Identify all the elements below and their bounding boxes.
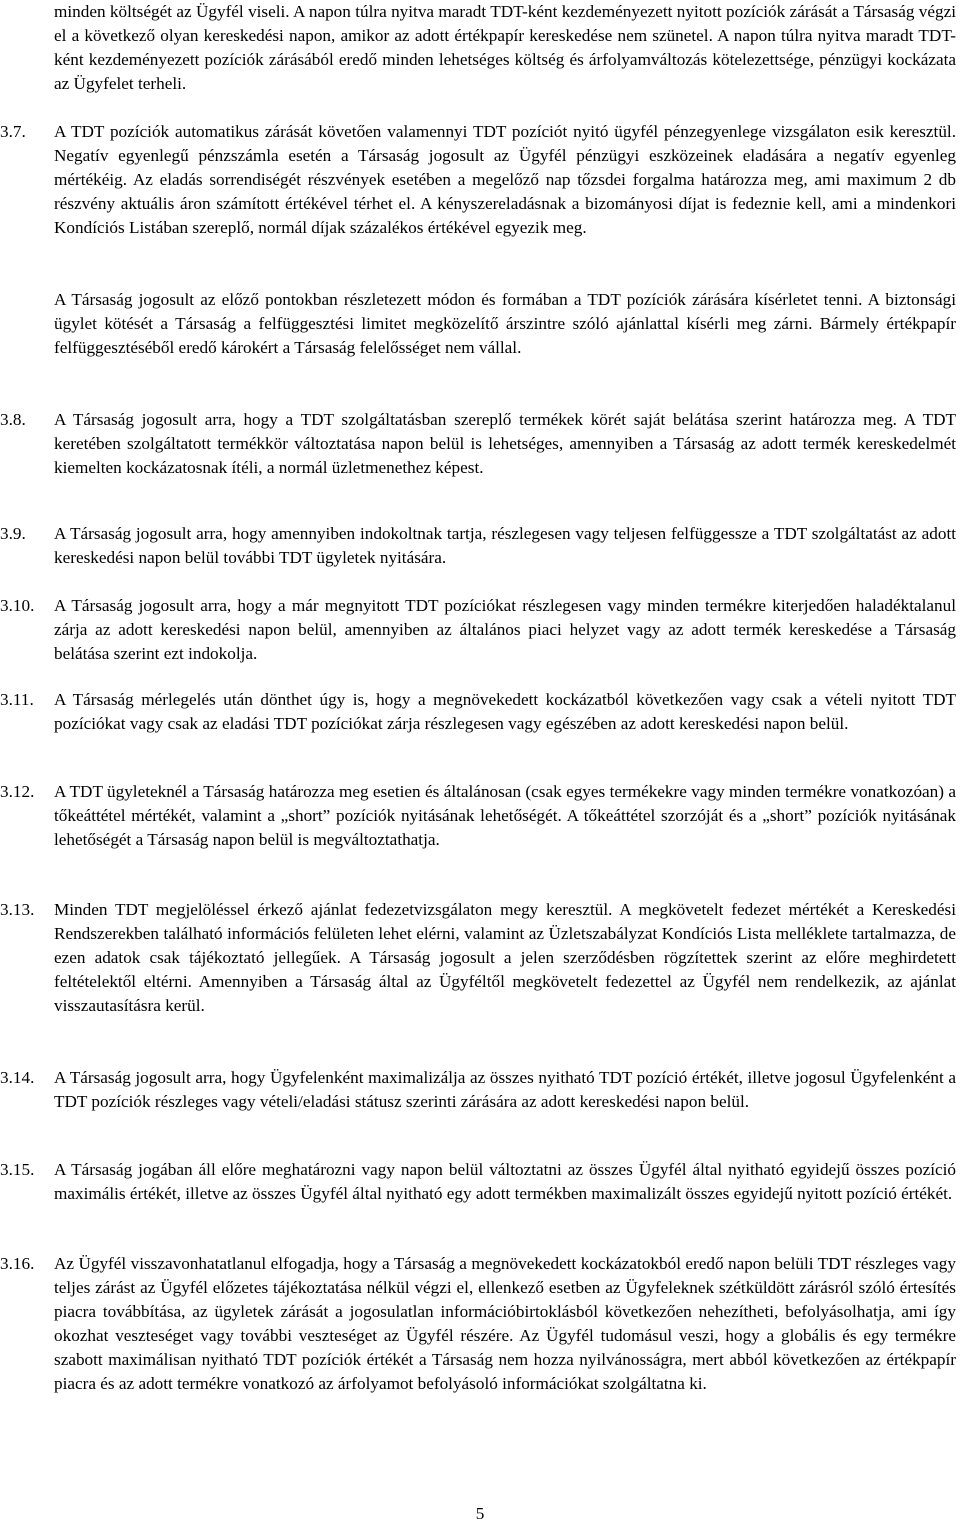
section-number-3-14: 3.14. [0,1068,35,1087]
section-number-3-12: 3.12. [0,782,35,801]
paragraph-3-10: A Társaság jogosult arra, hogy a már megnyitott TDT pozíciókat részlegesen vagy minden termékre kiterjedően haladéktalanul zárja az adott kereskedési napon belül, amennyiben az általános piaci helyzet vagy az adott termék kereskedése a Társaság belátása szerint ezt indokolja. [54,596,956,663]
section-number-3-15: 3.15. [0,1160,35,1179]
paragraph-3-13: Minden TDT megjelöléssel érkező ajánlat fedezetvizsgálaton megy keresztül. A megkövetelt fedezet mértékét a Kereskedési Rendszerekben található információs felületen lehet elérni, valamint az Üzletszabályzat Kondíciós Lista melléklete tartalmazza, de ezen adatok csak tájékoztató jellegűek. A Társaság jogosult a jelen szerződésben rögzítettek szerint az előre meghirdetett feltételektől eltérni. Amennyiben a Társaság által az Ügyféltől megkövetelt fedezettel az Ügyfél nem rendelkezik, az ajánlat visszautasításra kerül. [54,900,956,1015]
paragraph-3-7-continued: A Társaság jogosult az előző pontokban részletezett módon és formában a TDT pozíciók zárására kísérletet tenni. A biztonsági ügylet kötését a Társaság a felfüggesztési limitet megközelítő árszintre szóló ajánlattal kísérli meg zárni. Bármely értékpapír felfüggesztéséből eredő károkért a Társaság felelősséget nem vállal. [54,290,956,357]
paragraph-3-12: A TDT ügyleteknél a Társaság határozza meg esetien és általánosan (csak egyes termékekre vagy minden termékre vonatkozóan) a tőkeáttétel mértékét, valamint a „short” pozíciók nyitásának lehetőségét. A tőkeáttétel szorzóját és a „short” pozíciók nyitásának lehetőségét a Társaság napon belül is megváltoztathatja. [54,782,956,849]
section-number-3-10: 3.10. [0,596,35,615]
section-number-3-13: 3.13. [0,900,35,919]
paragraph-continuation: minden költségét az Ügyfél viseli. A napon túlra nyitva maradt TDT-ként kezdeményezett nyitott pozíciók zárását a Társaság végzi el a következő olyan kereskedési napon, amikor az adott értékpapír kereskedése nem szünetel. A napon túlra nyitva maradt TDT-ként kezdeményezett pozíciók zárásából eredő minden lehetséges költség és árfolyamváltozás kötelezettsége, pénzügyi kockázata az Ügyfelet terheli. [54,2,956,93]
paragraph-3-14: A Társaság jogosult arra, hogy Ügyfelenként maximalizálja az összes nyitható TDT pozíció értékét, illetve jogosul Ügyfelenként a TDT pozíciók részleges vagy vételi/eladási státusz szerinti zárására az adott kereskedési napon belül. [54,1068,956,1111]
paragraph-3-11: A Társaság mérlegelés után dönthet úgy is, hogy a megnövekedett kockázatból következően vagy csak a vételi nyitott TDT pozíciókat vagy csak az eladási TDT pozíciókat zárja részlegesen vagy egészében az adott kereskedési napon belül. [54,690,956,733]
section-number-3-8: 3.8. [0,410,26,429]
paragraph-3-15: A Társaság jogában áll előre meghatározni vagy napon belül változtatni az összes Ügyfél által nyitható egyidejű összes pozíció maximális értékét, illetve az összes Ügyfél által nyitható egy adott termékben maximalizált összes egyidejű nyitott pozíció értékét. [54,1160,956,1203]
section-number-3-9: 3.9. [0,524,26,543]
section-number-3-7: 3.7. [0,122,26,141]
paragraph-3-16: Az Ügyfél visszavonhatatlanul elfogadja, hogy a Társaság a megnövekedett kockázatokból eredő napon belüli TDT részleges vagy teljes zárást az Ügyfél előzetes tájékoztatása nélkül végzi el, ellenkező esetben az Ügyfeleknek szétküldött zárásról szóló értesítés piacra továbbítása, az ügyletek zárását a jogosulatlan információbirtoklásból következően nehezítheti, befolyásolhatja, ami így okozhat veszteséget vagy további veszteséget az Ügyfél részére. Az Ügyfél tudomásul veszi, hogy a globális és egy termékre szabott maximálisan nyitható TDT pozíciók értékét a Társaság nem hozza nyilvánosságra, mert abból következően az értékpapír piacra és az adott termékre vonatkozó az árfolyamot befolyásoló információkat szolgáltatna ki. [54,1254,956,1393]
paragraph-3-7: A TDT pozíciók automatikus zárását követően valamennyi TDT pozíciót nyitó ügyfél pénzegyenlege vizsgálaton esik keresztül. Negatív egyenlegű pénzszámla esetén a Társaság jogosult az Ügyfél pénzügyi eszközeinek eladására a negatív egyenleg mértékéig. Az eladás sorrendiségét részvények esetében a megelőző nap tőzsdei forgalma határozza meg, ami maximum 2 db részvény aktuális áron számított értékével térhet el. A kényszereladásnak a bizományosi díjat is fedeznie kell, ami a mindenkori Kondíciós Listában szereplő, normál díjak százalékos értékével egyezik meg. [54,122,956,237]
section-number-3-11: 3.11. [0,690,34,709]
page-number: 5 [475,1504,485,1523]
section-number-3-16: 3.16. [0,1254,35,1273]
paragraph-3-8: A Társaság jogosult arra, hogy a TDT szolgáltatásban szereplő termékek körét saját belátása szerint határozza meg. A TDT keretében szolgáltatott termékkör változtatása napon belül is lehetséges, amennyiben a Társaság az adott termék kereskedelmét kiemelten kockázatosnak ítéli, a normál üzletmenethez képest. [54,410,956,477]
paragraph-3-9: A Társaság jogosult arra, hogy amennyiben indokoltnak tartja, részlegesen vagy teljesen felfüggessze a TDT szolgáltatást az adott kereskedési napon belül további TDT ügyletek nyitására. [54,524,956,567]
